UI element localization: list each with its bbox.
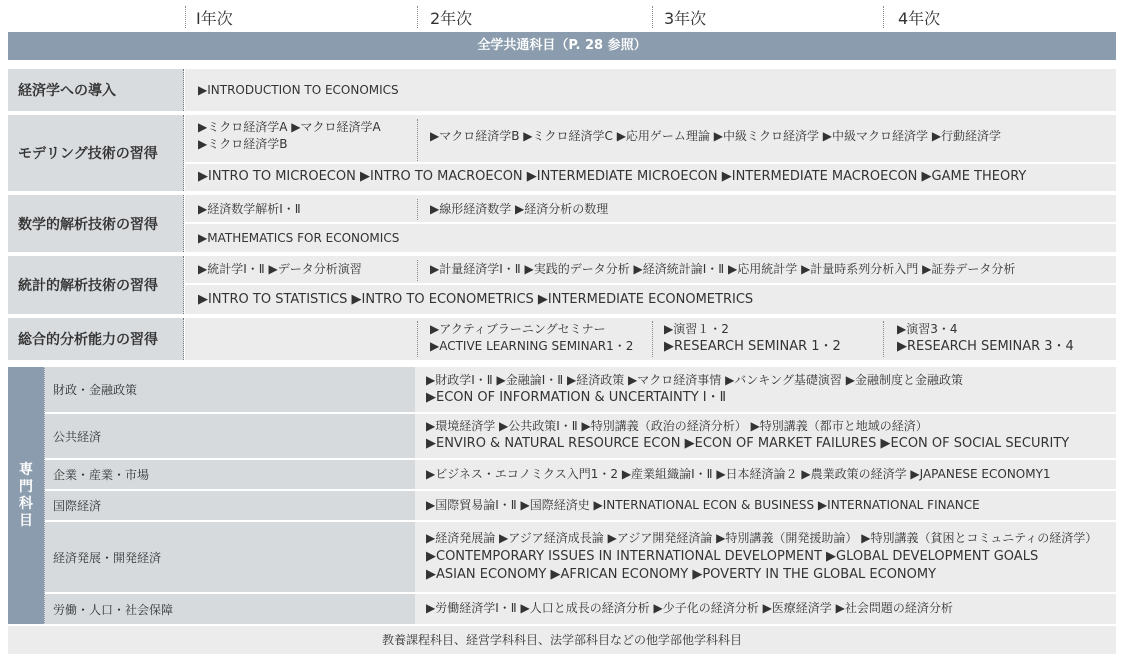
labor-social-security-row [45,594,1116,624]
course-list: ▶財政学Ⅰ・Ⅱ ▶金融論Ⅰ・Ⅱ ▶経済政策 ▶マクロ経済事情 ▶バンキング基礎演習 ▶金融制度と金融政策 [426,373,963,387]
course-list: ▶計量経済学Ⅰ・Ⅱ ▶実践的データ分析 ▶経済統計論Ⅰ・Ⅱ ▶応用統計学 ▶計量時系列分析入門 ▶証券データ分析 [430,262,1016,276]
course-list: ▶INTRO TO MICROECON ▶INTRO TO MACROECON ▶INTERMEDIATE MICROECON ▶INTERMEDIATE MACROECON ▶GAME THEORY [198,169,1027,184]
specialized-char: 目 [19,512,33,529]
field-label: 経済発展・開発経済 [45,522,415,592]
row-separator [185,162,1116,164]
specialized-char: 専 [19,461,33,478]
year-divider [652,6,653,28]
year-divider [417,199,418,220]
course-list: ▶ECON OF INFORMATION & UNCERTAINTY Ⅰ・Ⅱ [426,390,727,405]
field-label: 企業・産業・市場 [45,460,415,489]
course-list: ▶ビジネス・エコノミクス入門1・2 ▶産業組織論Ⅰ・Ⅱ ▶日本経済論２ ▶農業政策の経済学 ▶JAPANESE ECONOMY1 [426,467,1051,481]
year-divider [417,6,418,28]
category-intro: 経済学への導入 [8,69,184,111]
year-divider [883,6,884,28]
year-divider [652,321,653,357]
course-list: ▶ACTIVE LEARNING SEMINAR1・2 [430,339,634,353]
course-list: ▶INTRO TO STATISTICS ▶INTRO TO ECONOMETRICS ▶INTERMEDIATE ECONOMETRICS [198,292,754,307]
stat-row [185,256,1116,314]
modeling-row [185,115,1116,191]
industry-market-row [45,460,1116,489]
category-math: 数学的解析技術の習得 [8,195,184,252]
development-economics-row [45,522,1116,592]
course-list: ▶RESEARCH SEMINAR 3・4 [897,339,1074,354]
course-list: ▶演習１・2 [664,322,729,336]
course-list: ▶経済数学解析Ⅰ・Ⅱ [198,202,301,216]
field-label: 財政・金融政策 [45,367,415,412]
year-divider [417,321,418,357]
row-separator [185,283,1116,285]
math-row [185,195,1116,252]
specialized-subjects-label [8,367,45,624]
course-list: ▶アクティブラーニングセミナー [430,322,606,336]
course-list: ▶統計学Ⅰ・Ⅱ ▶データ分析演習 [198,262,362,276]
course-list: ▶MATHEMATICS FOR ECONOMICS [198,231,400,245]
year-3-header: 3年次 [664,9,707,28]
row-separator [185,222,1116,224]
course-list: ▶経済発展論 ▶アジア経済成長論 ▶アジア開発経済論 ▶特別講義（開発援助論） ▶特別講義（貧困とコミュニティの経済学） [426,531,1098,545]
year-divider [185,6,186,28]
year-4-header: 4年次 [898,9,941,28]
course-list: ▶RESEARCH SEMINAR 1・2 [664,339,841,354]
year-divider [883,321,884,357]
specialized-char: 科 [19,495,33,512]
course-list: ▶労働経済学Ⅰ・Ⅱ ▶人口と成長の経済分析 ▶少子化の経済分析 ▶医療経済学 ▶社会問題の経済分析 [426,601,953,615]
course-list: ▶演習3・4 [897,322,958,336]
year-1-header: Ⅰ年次 [196,9,233,28]
course-list: ▶CONTEMPORARY ISSUES IN INTERNATIONAL DEVELOPMENT ▶GLOBAL DEVELOPMENT GOALS [426,549,1039,564]
course-list: ▶ASIAN ECONOMY ▶AFRICAN ECONOMY ▶POVERTY IN THE GLOBAL ECONOMY [426,567,937,582]
category-stat: 統計的解析技術の習得 [8,256,184,314]
course-list: ▶ENVIRO & NATURAL RESOURCE ECON ▶ECON OF MARKET FAILURES ▶ECON OF SOCIAL SECURITY [426,436,1070,451]
other-faculty-courses-footer: 教養課程科目、経営学科科目、法学部科目などの他学部他学科科目 [8,626,1116,654]
specialized-char: 門 [19,478,33,495]
field-label: 労働・人口・社会保障 [45,594,415,624]
course-list: ▶ミクロ経済学B [198,137,288,151]
category-synth: 総合的分析能力の習得 [8,318,184,360]
common-subjects-banner: 全学共通科目（P. 28 参照） [8,32,1116,60]
course-list: ▶INTRODUCTION TO ECONOMICS [198,83,399,97]
course-list: ▶マクロ経済学B ▶ミクロ経済学C ▶応用ゲーム理論 ▶中級ミクロ経済学 ▶中級マクロ経済学 ▶行動経済学 [430,129,1002,143]
year-2-header: 2年次 [430,9,473,28]
international-economics-row [45,491,1116,520]
course-list: ▶環境経済学 ▶公共政策Ⅰ・Ⅱ ▶特別講義（政治の経済分析） ▶特別講義（都市と地域の経済） [426,419,928,433]
field-label: 公共経済 [45,414,415,458]
year-divider [417,260,418,281]
category-modeling: モデリング技術の習得 [8,115,184,191]
finance-policy-row [45,367,1116,412]
field-label: 国際経済 [45,491,415,520]
intro-row [185,69,1116,111]
course-list: ▶ミクロ経済学A ▶マクロ経済学A [198,120,381,134]
year-divider [417,119,418,161]
course-list: ▶線形経済数学 ▶経済分析の数理 [430,202,609,216]
synth-row [185,318,1116,360]
public-economics-row [45,414,1116,458]
course-list: ▶国際貿易論Ⅰ・Ⅱ ▶国際経済史 ▶INTERNATIONAL ECON & BUSINESS ▶INTERNATIONAL FINANCE [426,498,980,512]
